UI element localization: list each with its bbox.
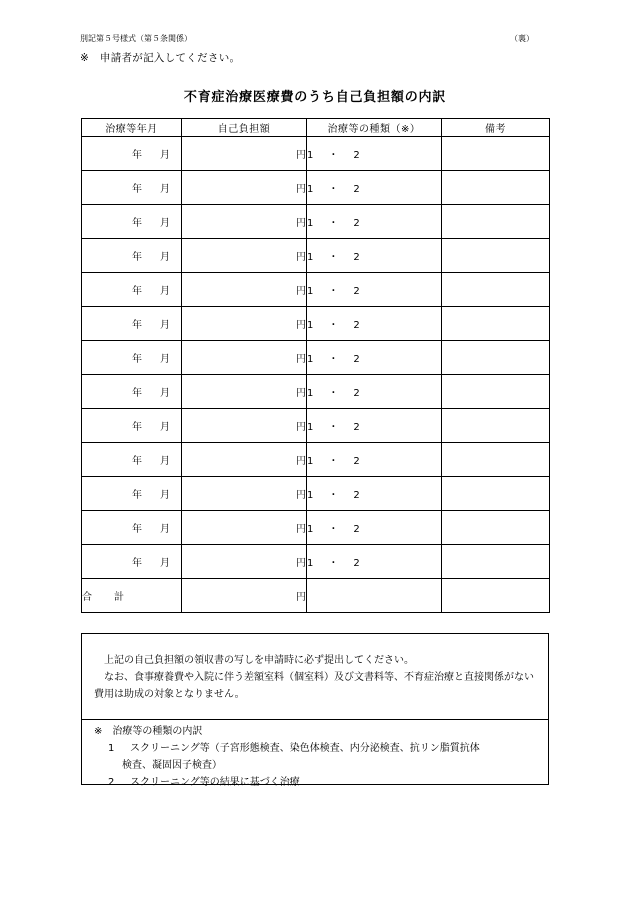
type-separator: ・ [328,320,339,331]
treatment-month-cell[interactable] [82,171,182,205]
type-option-1[interactable]: 1 [307,490,314,501]
type-option-1[interactable]: 1 [307,252,314,263]
table-row [82,205,550,239]
total-label-1: 合 [82,592,92,603]
type-option-2[interactable]: 2 [353,422,360,433]
expense-breakdown-table [81,118,550,613]
type-option-2[interactable]: 2 [353,184,360,195]
total-label-cell [82,579,182,613]
yen-label: 円 [296,320,306,331]
treatment-month-cell[interactable] [82,273,182,307]
treatment-type-cell[interactable] [307,205,442,239]
treatment-month-cell[interactable] [82,239,182,273]
page-side-label: （裏） [510,34,534,43]
table-row [82,171,550,205]
type-option-1[interactable]: 1 [307,150,314,161]
treatment-type-cell[interactable] [307,511,442,545]
column-header-self-payment: 自己負担額 [182,119,307,137]
column-header-remarks: 備考 [442,119,550,137]
remarks-cell[interactable] [442,205,550,239]
notice-paragraph-2: なお、食事療養費や入院に伴う差額室料（個室料）及び文書料等、不育症治療と直接関係がない費用は助成の対象となりません。 [94,672,534,700]
month-label: 月 [160,252,170,263]
year-label: 年 [132,354,142,365]
type-option-1[interactable]: 1 [307,218,314,229]
type-option-1[interactable]: 1 [307,184,314,195]
table-row [82,545,550,579]
total-row [82,579,550,613]
self-payment-cell[interactable] [182,511,307,545]
type-1-line [94,740,542,757]
treatment-month-cell[interactable] [82,409,182,443]
treatment-type-cell[interactable] [307,545,442,579]
table-body [82,137,550,613]
year-label: 年 [132,422,142,433]
type-1-number: 1 [108,743,115,754]
type-option-2[interactable]: 2 [353,388,360,399]
year-label: 年 [132,252,142,263]
table-row [82,477,550,511]
type-separator: ・ [328,150,339,161]
total-yen-label: 円 [296,592,306,603]
year-label: 年 [132,218,142,229]
table-row [82,273,550,307]
type-separator: ・ [328,184,339,195]
table-row [82,307,550,341]
type-option-2[interactable]: 2 [353,354,360,365]
type-option-2[interactable]: 2 [353,218,360,229]
type-option-1[interactable]: 1 [307,456,314,467]
remarks-cell[interactable] [442,171,550,205]
type-option-2[interactable]: 2 [353,490,360,501]
treatment-type-cell[interactable] [307,273,442,307]
self-payment-cell[interactable] [182,137,307,171]
notes-box [81,633,549,788]
month-label: 月 [160,456,170,467]
table-row [82,375,550,409]
type-option-1[interactable]: 1 [307,388,314,399]
self-payment-cell[interactable] [182,171,307,205]
type-option-1[interactable]: 1 [307,422,314,433]
year-label: 年 [132,456,142,467]
remarks-cell[interactable] [442,341,550,375]
month-label: 月 [160,286,170,297]
treatment-types-legend [82,720,548,791]
month-label: 月 [160,422,170,433]
type-separator: ・ [328,456,339,467]
page-title: 不育症治療医療費のうち自己負担額の内訳 [183,90,447,105]
self-payment-cell[interactable] [182,375,307,409]
self-payment-cell[interactable] [182,409,307,443]
type-separator: ・ [328,490,339,501]
treatment-month-cell[interactable] [82,375,182,409]
table-row [82,409,550,443]
table-row [82,341,550,375]
month-label: 月 [160,524,170,535]
treatment-type-cell[interactable] [307,477,442,511]
type-option-2[interactable]: 2 [353,558,360,569]
year-label: 年 [132,524,142,535]
column-header-treatment-month: 治療等年月 [82,119,182,137]
total-empty-cell [307,579,442,613]
table-row [82,137,550,171]
self-payment-cell[interactable] [182,307,307,341]
treatment-month-cell[interactable] [82,205,182,239]
month-label: 月 [160,388,170,399]
type-separator: ・ [328,524,339,535]
self-payment-cell[interactable] [182,273,307,307]
self-payment-cell[interactable] [182,443,307,477]
year-label: 年 [132,286,142,297]
type-option-2[interactable]: 2 [353,524,360,535]
type-separator: ・ [328,354,339,365]
remarks-cell[interactable] [442,239,550,273]
self-payment-cell[interactable] [182,545,307,579]
treatment-month-cell[interactable] [82,511,182,545]
remarks-cell[interactable] [442,273,550,307]
treatment-type-cell[interactable] [307,171,442,205]
treatment-month-cell[interactable] [82,307,182,341]
year-label: 年 [132,388,142,399]
treatment-type-cell[interactable] [307,341,442,375]
treatment-month-cell[interactable] [82,545,182,579]
month-label: 月 [160,320,170,331]
total-amount-cell[interactable] [182,579,307,613]
month-label: 月 [160,558,170,569]
self-payment-cell[interactable] [182,239,307,273]
treatment-type-cell[interactable] [307,443,442,477]
remarks-cell[interactable] [442,511,550,545]
treatment-type-cell[interactable] [307,239,442,273]
treatment-month-cell[interactable] [82,137,182,171]
self-payment-cell[interactable] [182,341,307,375]
yen-label: 円 [296,252,306,263]
year-label: 年 [132,184,142,195]
type-1-continuation: 検査、凝固因子検査） [122,760,222,771]
type-option-2[interactable]: 2 [353,456,360,467]
notice-paragraph-1: 上記の自己負担額の領収書の写しを申請時に必ず提出してください。 [104,655,414,666]
type-option-1[interactable]: 1 [307,286,314,297]
type-1-text: スクリーニング等（子宮形態検査、染色体検査、内分泌検査、抗リン脂質抗体 [130,743,480,754]
type-separator: ・ [328,558,339,569]
treatment-type-cell[interactable] [307,307,442,341]
type-option-2[interactable]: 2 [353,320,360,331]
yen-label: 円 [296,456,306,467]
remarks-cell[interactable] [442,477,550,511]
self-payment-cell[interactable] [182,205,307,239]
type-option-1[interactable]: 1 [307,320,314,331]
yen-label: 円 [296,184,306,195]
year-label: 年 [132,490,142,501]
type-2-number: 2 [108,777,115,788]
treatment-month-cell[interactable] [82,341,182,375]
type-option-1[interactable]: 1 [307,558,314,569]
remarks-cell[interactable] [442,545,550,579]
month-label: 月 [160,490,170,501]
type-2-line [94,774,542,791]
remarks-cell[interactable] [442,409,550,443]
yen-label: 円 [296,524,306,535]
type-option-1[interactable]: 1 [307,524,314,535]
table-header-row [82,119,550,137]
remarks-cell[interactable] [442,137,550,171]
yen-label: 円 [296,218,306,229]
type-option-2[interactable]: 2 [353,150,360,161]
type-separator: ・ [328,388,339,399]
remarks-cell[interactable] [442,443,550,477]
treatment-type-cell[interactable] [307,409,442,443]
year-label: 年 [132,320,142,331]
table-row [82,239,550,273]
form-number: 別記第５号様式（第５条関係） [80,34,192,43]
type-2-text: スクリーニング等の結果に基づく治療 [130,777,300,788]
total-remarks-cell [442,579,550,613]
column-header-treatment-type: 治療等の種類（※） [307,119,442,137]
year-label: 年 [132,558,142,569]
type-option-2[interactable]: 2 [353,252,360,263]
type-separator: ・ [328,286,339,297]
treatment-type-cell[interactable] [307,137,442,171]
type-option-1[interactable]: 1 [307,354,314,365]
treatment-type-cell[interactable] [307,375,442,409]
type-option-2[interactable]: 2 [353,286,360,297]
treatment-month-cell[interactable] [82,443,182,477]
table-row [82,443,550,477]
year-label: 年 [132,150,142,161]
yen-label: 円 [296,422,306,433]
month-label: 月 [160,150,170,161]
month-label: 月 [160,354,170,365]
total-label-2: 計 [114,592,124,603]
month-label: 月 [160,184,170,195]
yen-label: 円 [296,286,306,297]
applicant-note: ※ 申請者が記入してください。 [80,52,241,64]
yen-label: 円 [296,490,306,501]
table-row [82,511,550,545]
yen-label: 円 [296,388,306,399]
receipt-notice [82,634,548,720]
treatment-month-cell[interactable] [82,477,182,511]
remarks-cell[interactable] [442,375,550,409]
types-heading: ※ 治療等の種類の内訳 [94,726,203,737]
yen-label: 円 [296,558,306,569]
type-separator: ・ [328,218,339,229]
remarks-cell[interactable] [442,307,550,341]
self-payment-cell[interactable] [182,477,307,511]
type-separator: ・ [328,422,339,433]
yen-label: 円 [296,150,306,161]
yen-label: 円 [296,354,306,365]
type-separator: ・ [328,252,339,263]
month-label: 月 [160,218,170,229]
